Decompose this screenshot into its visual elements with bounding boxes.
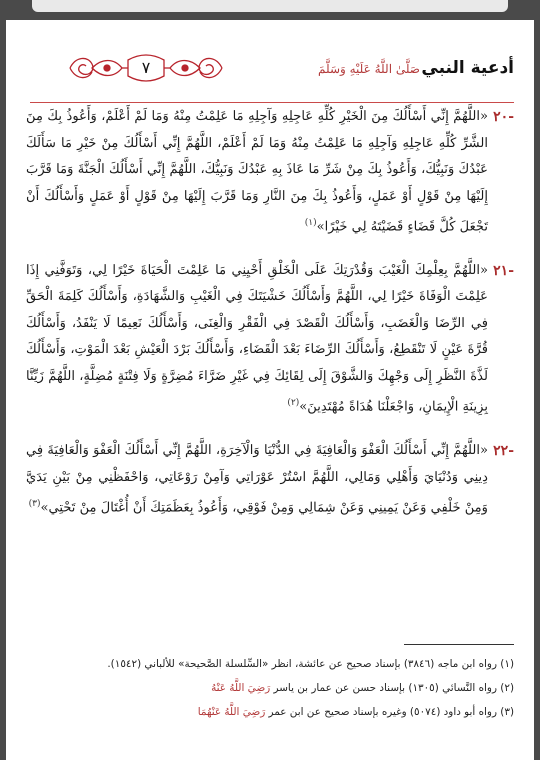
footnote-ref[interactable]: (٣) <box>28 499 41 510</box>
page-number: ٧ <box>141 58 151 77</box>
hadith-text <box>26 104 488 241</box>
footnote-item <box>26 676 514 700</box>
hadith-body: «اللَّهُمَّ إِنِّي أَسْأَلُكَ مِنَ الْخَيْرِ كُلِّهِ عَاجِلِهِ وَآجِلِهِ مَا عَلِمْتُ مِنْهُ وَمَا لَمْ أَعْلَمْ، وَأَعُوذُ بِكَ مِنَ الشَّرِّ كُلِّهِ عَاجِلِهِ وَآجِلِهِ مَا عَلِمْتُ مِنْهُ وَمَا لَمْ أَعْلَمْ، اللَّهُمَّ إِنِّي أَسْأَلُكَ مِنْ خَيْرِ مَا سَأَلَكَ عَبْدُكَ وَنَبِيُّكَ، وَأَعُوذُ بِكَ مِنْ شَرِّ مَا عَاذَ بِهِ عَبْدُكَ وَنَبِيُّكَ، اللَّهُمَّ إِنِّي أَسْأَلُكَ الْجَنَّةَ وَمَا قَرَّبَ إِلَيْهَا مِنْ قَوْلٍ أَوْ عَمَلٍ، وَأَعُوذُ بِكَ مِنَ النَّارِ وَمَا قَرَّبَ إِلَيْهَا مِنْ قَوْلٍ أَوْ عَمَلٍ وَأَسْأَلُكَ أَنْ تَجْعَلَ كُلَّ قَضَاءٍ قَضَيْتَهُ لِي خَيْرًا» <box>26 109 488 235</box>
top-toolbar-strip <box>32 0 508 12</box>
hadith-item <box>26 438 514 522</box>
footnote-text: رواه النَّسائي (١٣٠٥) بإسناد حسن عن عمار بن ياسر <box>273 682 497 694</box>
hadith-list <box>26 104 514 539</box>
book-title: أدعية النبي <box>421 58 514 78</box>
footnote-number: (١) <box>500 658 514 670</box>
hadith-body: «اللَّهُمَّ إِنِّي أَسْأَلُكَ الْعَفْوَ وَالْعَافِيَةَ فِي الدُّنْيَا وَالْآخِرَةِ، اللَّهُمَّ إِنِّي أَسْأَلُكَ الْعَفْوَ وَالْعَافِيَةَ فِي دِينِي وَدُنْيَايَ وَأَهْلِي وَمَالِي، اللَّهُمَّ اسْتُرْ عَوْرَاتِي وَآمِنْ رَوْعَاتِي، وَاحْفَظْنِي مِنْ بَيْنِ يَدَيَّ وَمِنْ خَلْفِي وَعَنْ يَمِينِي وَعَنْ شِمَالِي وَمِنْ فَوْقِي، وَأَعُوذُ بِعَظَمَتِكَ أَنْ أُغْتَالَ مِنْ تَحْتِي» <box>26 443 488 516</box>
hadith-number: -٢٢ <box>493 443 514 460</box>
footnote-item <box>26 700 514 724</box>
hadith-text <box>26 258 488 421</box>
hadith-item <box>26 258 514 421</box>
footnote-text: رواه أبو داود (٥٠٧٤) وغيره بإسناد صحيح عن ابن عمر <box>268 706 497 718</box>
page-header <box>6 50 534 90</box>
footnote-honorific: رَضِيَ اللَّهُ عَنْهُ <box>211 682 271 694</box>
footnote-ref[interactable]: (١) <box>304 218 317 228</box>
hadith-text <box>26 438 488 522</box>
salawat-calligraphy: صَلَّىٰ اللَّهُ عَلَيْهِ وَسَلَّمَ <box>318 62 420 76</box>
footnote-number: (٢) <box>500 682 514 694</box>
footnotes <box>26 652 514 724</box>
hadith-number: -٢٠ <box>493 109 514 125</box>
footnote-item <box>26 652 514 676</box>
hadith-item <box>26 104 514 241</box>
book-page <box>6 20 534 760</box>
footnote-number: (٣) <box>500 706 514 718</box>
hadith-number: -٢١ <box>493 262 514 279</box>
footnote-honorific: رَضِيَ اللَّهُ عَنْهُمَا <box>197 706 266 718</box>
footnote-text: رواه ابن ماجه (٣٨٤٦) بإسناد صحيح عن عائشة، انظر «السِّلسلة الصَّحيحة» للألباني (١٥٤٢). <box>107 658 497 670</box>
footnote-divider <box>404 644 514 645</box>
header-divider <box>30 102 514 103</box>
footnote-ref[interactable]: (٢) <box>287 398 300 409</box>
hadith-body: «اللَّهُمَّ بِعِلْمِكَ الْغَيْبَ وَقُدْرَتِكَ عَلَى الْخَلْقِ أَحْيِنِي مَا عَلِمْتَ الْحَيَاةَ خَيْرًا لِي، وَتَوَفَّنِي إِذَا عَلِمْتَ الْوَفَاةَ خَيْرًا لِي، اللَّهُمَّ وَأَسْأَلُكَ خَشْيَتَكَ فِي الْغَيْبِ وَالشَّهَادَةِ، وَأَسْأَلُكَ كَلِمَةَ الْحَقِّ فِي الرِّضَا وَالْغَضَبِ، وَأَسْأَلُكَ الْقَصْدَ فِي الْفَقْرِ وَالْغِنَى، وَأَسْأَلُكَ نَعِيمًا لَا يَنْفَدُ، وَأَسْأَلُكَ قُرَّةَ عَيْنٍ لَا تَنْقَطِعُ، وَأَسْأَلُكَ الرِّضَاءَ بَعْدَ الْقَضَاءِ، وَأَسْأَلُكَ بَرْدَ الْعَيْشِ بَعْدَ الْمَوْتِ، وَأَسْأَلُكَ لَذَّةَ النَّظَرِ إِلَى وَجْهِكَ وَالشَّوْقَ إِلَى لِقَائِكَ فِي غَيْرِ ضَرَّاءَ مُضِرَّةٍ وَلَا فِتْنَةٍ مُضِلَّةٍ، اللَّهُمَّ زَيِّنَّا بِزِينَةِ الْإِيمَانِ، وَاجْعَلْنَا هُدَاةً مُهْتَدِينَ» <box>26 262 488 415</box>
